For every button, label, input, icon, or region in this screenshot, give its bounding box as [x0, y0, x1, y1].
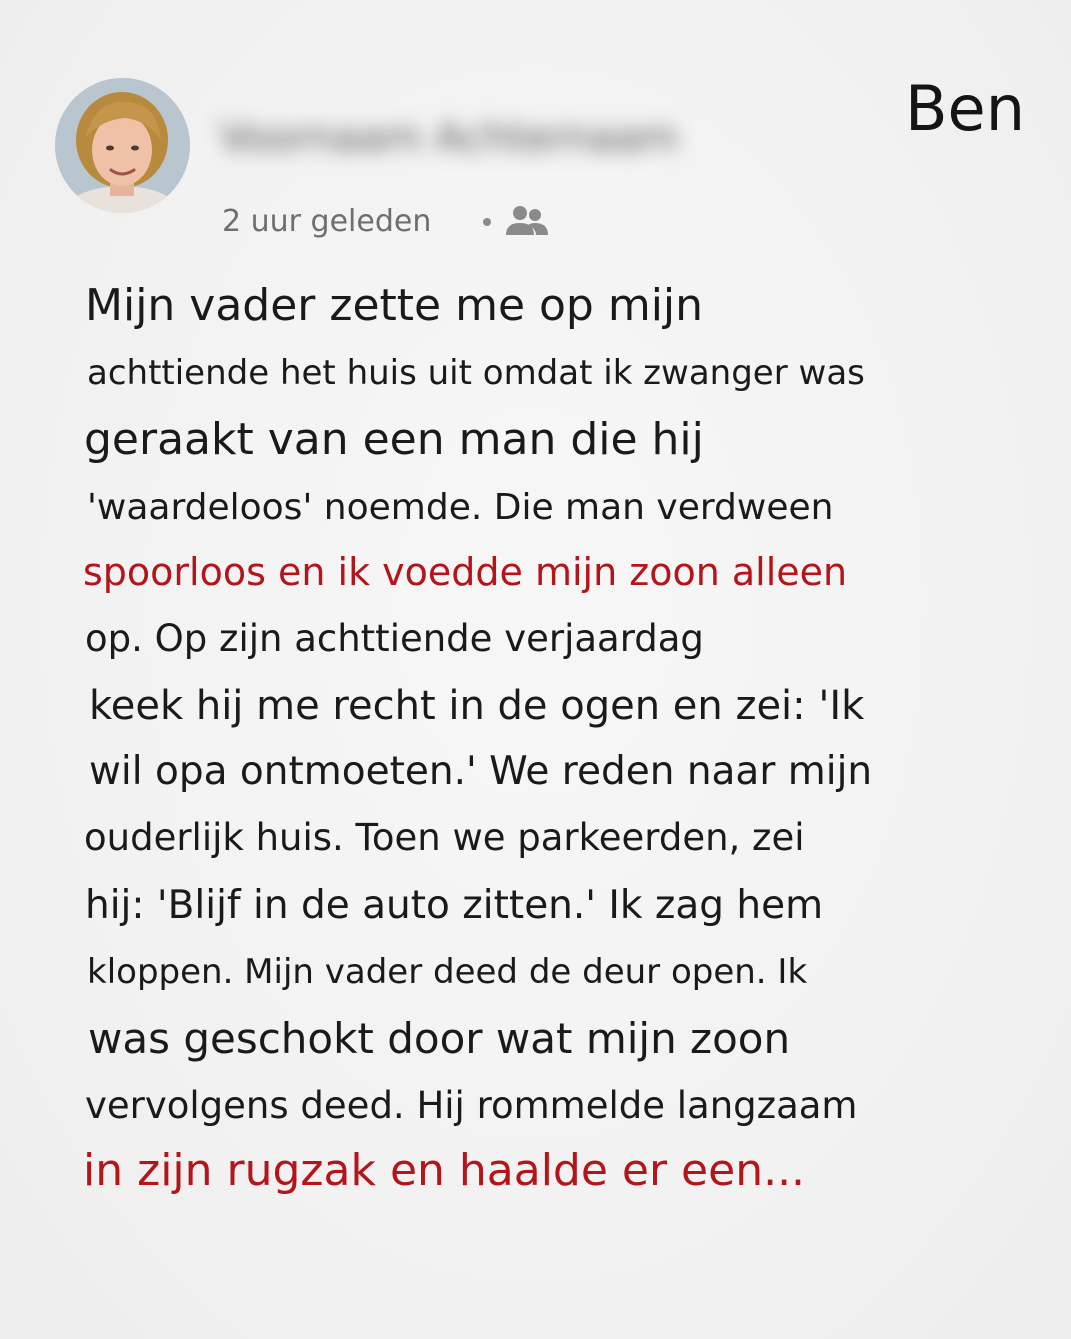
- post-timestamp: 2 uur geleden: [222, 204, 432, 239]
- post-line-highlight: spoorloos en ik voedde mijn zoon alleen: [83, 550, 848, 594]
- avatar[interactable]: [55, 78, 190, 213]
- post-line: was geschokt door wat mijn zoon: [88, 1014, 791, 1063]
- post-line: Mijn vader zette me op mijn: [85, 280, 704, 331]
- separator-dot: [483, 218, 491, 226]
- post-line: op. Op zijn achttiende verjaardag: [85, 617, 704, 660]
- post-line: geraakt van een man die hij: [84, 414, 704, 465]
- post-line: kloppen. Mijn vader deed de deur open. Ik: [87, 952, 808, 992]
- post-line: wil opa ontmoeten.' We reden naar mijn: [89, 749, 873, 794]
- post-line-highlight: in zijn rugzak en haalde er een...: [83, 1145, 806, 1196]
- profile-photo-icon: [55, 78, 190, 213]
- post-line: 'waardeloos' noemde. Die man verdween: [87, 487, 834, 528]
- friends-icon[interactable]: [503, 202, 551, 242]
- post-line: ouderlijk huis. Toen we parkeerden, zei: [84, 816, 805, 859]
- post-line: vervolgens deed. Hij rommelde langzaam: [85, 1084, 858, 1127]
- post-line: achttiende het huis uit omdat ik zwanger was: [87, 353, 865, 393]
- brand-label: Ben: [905, 72, 1025, 145]
- post-line: keek hij me recht in de ogen en zei: 'Ik: [89, 683, 865, 729]
- post-meta: [222, 201, 551, 243]
- author-name[interactable]: Voornaam Achternaam: [220, 115, 679, 161]
- post-line: hij: 'Blijf in de auto zitten.' Ik zag hem: [85, 883, 824, 928]
